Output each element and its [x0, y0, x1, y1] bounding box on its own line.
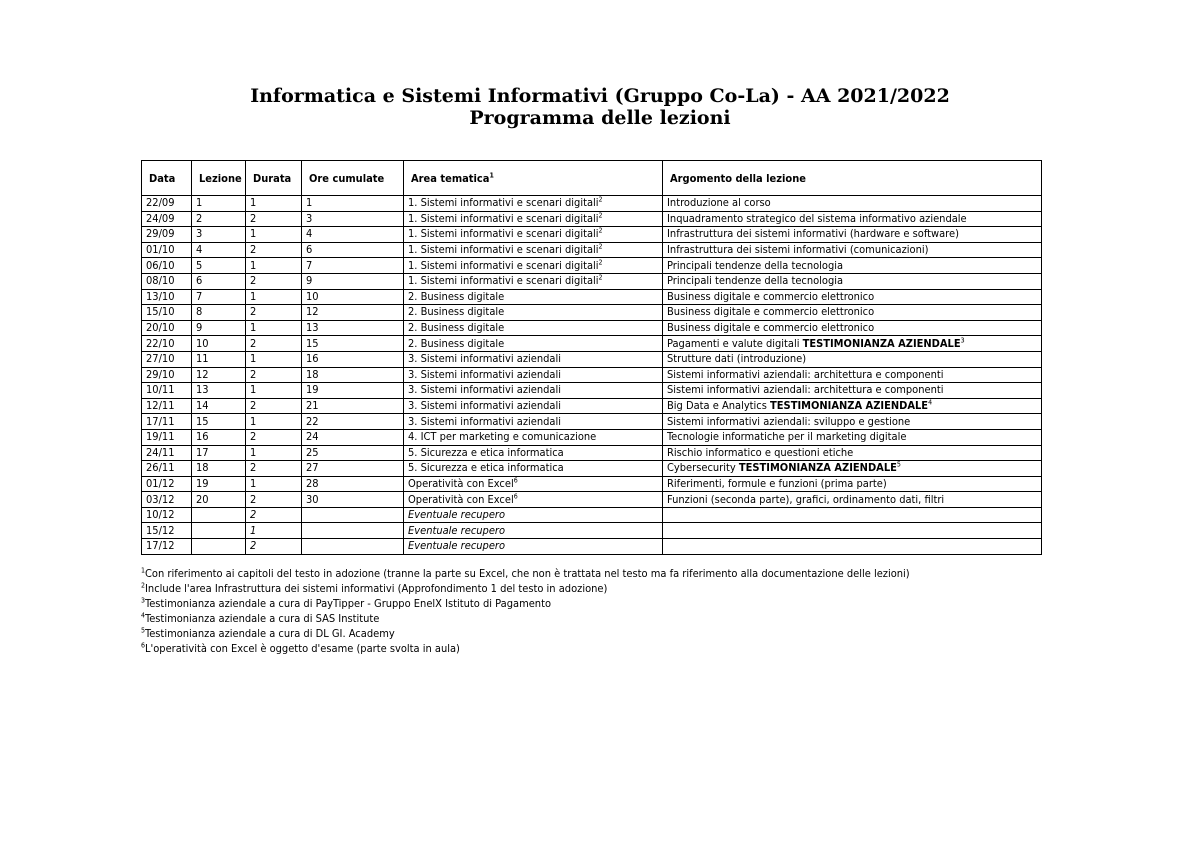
table-row: [142, 476, 1042, 492]
cell-lezione: 1: [192, 196, 246, 212]
cell-lezione: 16: [192, 429, 246, 445]
area-text: 1. Sistemi informativi e scenari digitali: [408, 243, 599, 257]
cell-argomento: [663, 539, 1042, 555]
cell-argomento: [663, 351, 1042, 367]
cell-ore-cumulate: [302, 507, 404, 523]
cell-ore-cumulate: 27: [302, 461, 404, 477]
header-ore-cumulate: Ore cumulate: [302, 161, 404, 196]
area-text: Eventuale recupero: [408, 523, 506, 537]
cell-argomento: [663, 461, 1042, 477]
cell-data: 01/10: [142, 242, 192, 258]
cell-argomento: [663, 242, 1042, 258]
cell-area-tematica: [404, 414, 663, 430]
cell-lezione: [192, 539, 246, 555]
cell-data: 01/12: [142, 476, 192, 492]
cell-lezione: 6: [192, 273, 246, 289]
header-area-tematica: [404, 161, 663, 196]
area-text: 3. Sistemi informativi aziendali: [408, 367, 562, 381]
cell-data: 08/10: [142, 273, 192, 289]
table-row: [142, 367, 1042, 383]
cell-argomento: [663, 273, 1042, 289]
cell-area-tematica: [404, 476, 663, 492]
table-row: [142, 273, 1042, 289]
cell-ore-cumulate: 13: [302, 320, 404, 336]
argomento-text: Sistemi informativi aziendali: sviluppo e gestione: [667, 414, 911, 428]
cell-area-tematica: [404, 507, 663, 523]
cell-ore-cumulate: 18: [302, 367, 404, 383]
footnote-ref: 6: [513, 491, 518, 500]
argomento-text: Sistemi informativi aziendali: architettura e componenti: [667, 367, 944, 381]
footnote-ref: 2: [598, 273, 603, 282]
cell-lezione: 18: [192, 461, 246, 477]
footnote-ref: 2: [598, 242, 603, 251]
cell-data: 03/12: [142, 492, 192, 508]
cell-data: 22/09: [142, 196, 192, 212]
cell-data: 22/10: [142, 336, 192, 352]
cell-argomento: [663, 305, 1042, 321]
table-row: [142, 289, 1042, 305]
cell-argomento: [663, 258, 1042, 274]
cell-ore-cumulate: 28: [302, 476, 404, 492]
cell-data: 10/12: [142, 507, 192, 523]
cell-area-tematica: [404, 289, 663, 305]
cell-ore-cumulate: 4: [302, 227, 404, 243]
area-text: 2. Business digitale: [408, 336, 505, 350]
argomento-text: Funzioni (seconda parte), grafici, ordinamento dati, filtri: [667, 492, 945, 506]
testimonianza-label: TESTIMONIANZA AZIENDALE: [802, 336, 961, 350]
table-row: [142, 320, 1042, 336]
argomento-text: Pagamenti e valute digitali: [667, 336, 803, 350]
cell-durata: 1: [246, 320, 302, 336]
area-text: 5. Sicurezza e etica informatica: [408, 461, 564, 475]
footnote-ref: 4: [928, 398, 933, 407]
cell-durata: 1: [246, 289, 302, 305]
cell-durata: 2: [246, 398, 302, 414]
area-text: 1. Sistemi informativi e scenari digitali: [408, 211, 599, 225]
area-text: 1. Sistemi informativi e scenari digitali: [408, 258, 599, 272]
argomento-text: Principali tendenze della tecnologia: [667, 258, 844, 272]
cell-durata: 1: [246, 414, 302, 430]
cell-data: 15/12: [142, 523, 192, 539]
table-row: [142, 429, 1042, 445]
cell-ore-cumulate: 9: [302, 273, 404, 289]
table-row: [142, 258, 1042, 274]
cell-data: 24/11: [142, 445, 192, 461]
cell-data: 19/11: [142, 429, 192, 445]
cell-ore-cumulate: 6: [302, 242, 404, 258]
cell-durata: 2: [246, 211, 302, 227]
cell-area-tematica: [404, 383, 663, 399]
area-text: 1. Sistemi informativi e scenari digitali: [408, 227, 599, 241]
cell-ore-cumulate: 1: [302, 196, 404, 212]
cell-argomento: [663, 429, 1042, 445]
footnote-ref: 2: [598, 258, 603, 267]
cell-area-tematica: [404, 211, 663, 227]
argomento-text: Principali tendenze della tecnologia: [667, 274, 844, 288]
argomento-text: Business digitale e commercio elettronico: [667, 305, 875, 319]
area-text: 1. Sistemi informativi e scenari digitali: [408, 274, 599, 288]
cell-area-tematica: [404, 351, 663, 367]
area-text: 3. Sistemi informativi aziendali: [408, 399, 562, 413]
footnote-text: Include l'area Infrastruttura dei sistemi informativi (Approfondimento 1 del testo in adozione): [145, 582, 608, 595]
cell-durata: 1: [246, 227, 302, 243]
table-row: [142, 539, 1042, 555]
table-row: [142, 492, 1042, 508]
footnote-ref: 2: [598, 211, 603, 220]
footnote-number: 6: [141, 641, 146, 650]
cell-area-tematica: [404, 445, 663, 461]
footnote-ref: 2: [598, 226, 603, 235]
area-text: Operatività con Excel: [408, 492, 514, 506]
footnote-number: 3: [141, 596, 146, 605]
cell-argomento: [663, 367, 1042, 383]
table-row: [142, 461, 1042, 477]
table-body: [142, 196, 1042, 555]
cell-data: 13/10: [142, 289, 192, 305]
cell-durata: 1: [246, 351, 302, 367]
cell-argomento: [663, 398, 1042, 414]
cell-argomento: [663, 476, 1042, 492]
cell-lezione: 13: [192, 383, 246, 399]
cell-ore-cumulate: 7: [302, 258, 404, 274]
cell-data: 29/10: [142, 367, 192, 383]
cell-durata: 1: [246, 258, 302, 274]
area-text: 1. Sistemi informativi e scenari digitali: [408, 196, 599, 210]
cell-data: 06/10: [142, 258, 192, 274]
cell-ore-cumulate: [302, 539, 404, 555]
area-text: 3. Sistemi informativi aziendali: [408, 383, 562, 397]
cell-ore-cumulate: 10: [302, 289, 404, 305]
cell-area-tematica: [404, 539, 663, 555]
cell-argomento: [663, 289, 1042, 305]
cell-ore-cumulate: 22: [302, 414, 404, 430]
argomento-text: Tecnologie informatiche per il marketing digitale: [667, 430, 907, 444]
table-row: [142, 398, 1042, 414]
cell-data: 15/10: [142, 305, 192, 321]
document-subtitle: Programma delle lezioni: [469, 107, 731, 129]
footnote: [141, 596, 1141, 611]
header-lezione: Lezione: [192, 161, 246, 196]
table-row: [142, 383, 1042, 399]
table-row: [142, 336, 1042, 352]
cell-argomento: [663, 196, 1042, 212]
cell-lezione: [192, 507, 246, 523]
cell-argomento: [663, 336, 1042, 352]
cell-lezione: 5: [192, 258, 246, 274]
argomento-text: Sistemi informativi aziendali: architettura e componenti: [667, 383, 944, 397]
cell-area-tematica: [404, 258, 663, 274]
footnote-number: 2: [141, 581, 146, 590]
cell-durata: 2: [246, 492, 302, 508]
cell-area-tematica: [404, 398, 663, 414]
cell-durata: 1: [246, 383, 302, 399]
area-text: 2. Business digitale: [408, 289, 505, 303]
cell-ore-cumulate: 16: [302, 351, 404, 367]
cell-ore-cumulate: 3: [302, 211, 404, 227]
footnote: [141, 626, 1141, 641]
cell-area-tematica: [404, 305, 663, 321]
cell-lezione: 19: [192, 476, 246, 492]
header-argomento: Argomento della lezione: [663, 161, 1042, 196]
footnote-text: Testimonianza aziendale a cura di SAS Institute: [145, 612, 380, 625]
area-text: Operatività con Excel: [408, 476, 514, 490]
cell-lezione: 7: [192, 289, 246, 305]
cell-lezione: 17: [192, 445, 246, 461]
table-row: [142, 242, 1042, 258]
cell-area-tematica: [404, 242, 663, 258]
area-text: 5. Sicurezza e etica informatica: [408, 445, 564, 459]
lessons-table: [141, 160, 1042, 555]
area-text: Eventuale recupero: [408, 539, 506, 553]
cell-ore-cumulate: 30: [302, 492, 404, 508]
argomento-text: Infrastruttura dei sistemi informativi (hardware e software): [667, 227, 959, 241]
footnote-ref: 6: [513, 476, 518, 485]
area-text: 2. Business digitale: [408, 321, 505, 335]
cell-data: 20/10: [142, 320, 192, 336]
argomento-text: Riferimenti, formule e funzioni (prima parte): [667, 476, 887, 490]
argomento-text: Business digitale e commercio elettronico: [667, 289, 875, 303]
cell-area-tematica: [404, 196, 663, 212]
cell-data: 26/11: [142, 461, 192, 477]
footnote-ref: 3: [960, 335, 965, 344]
cell-durata: 2: [246, 507, 302, 523]
footnote-text: Con riferimento ai capitoli del testo in adozione (tranne la parte su Excel, che non è trattata nel testo ma fa riferimento alla documentazione delle lezioni): [145, 567, 910, 580]
cell-durata: 2: [246, 539, 302, 555]
area-text: 3. Sistemi informativi aziendali: [408, 352, 562, 366]
table-row: [142, 414, 1042, 430]
cell-ore-cumulate: 24: [302, 429, 404, 445]
testimonianza-label: TESTIMONIANZA AZIENDALE: [738, 461, 897, 475]
argomento-text: Strutture dati (introduzione): [667, 352, 807, 366]
cell-lezione: 3: [192, 227, 246, 243]
cell-lezione: 9: [192, 320, 246, 336]
cell-area-tematica: [404, 492, 663, 508]
cell-data: 29/09: [142, 227, 192, 243]
footnote: [141, 641, 1141, 656]
cell-durata: 2: [246, 273, 302, 289]
cell-data: 12/11: [142, 398, 192, 414]
area-text: 2. Business digitale: [408, 305, 505, 319]
cell-area-tematica: [404, 523, 663, 539]
cell-area-tematica: [404, 461, 663, 477]
table-row: [142, 351, 1042, 367]
cell-data: 17/11: [142, 414, 192, 430]
cell-area-tematica: [404, 336, 663, 352]
table-row: [142, 227, 1042, 243]
cell-lezione: 12: [192, 367, 246, 383]
cell-area-tematica: [404, 367, 663, 383]
cell-ore-cumulate: [302, 523, 404, 539]
cell-area-tematica: [404, 320, 663, 336]
header-data: Data: [142, 161, 192, 196]
cell-durata: 1: [246, 523, 302, 539]
area-text: 4. ICT per marketing e comunicazione: [408, 430, 597, 444]
cell-ore-cumulate: 25: [302, 445, 404, 461]
footnote: [141, 611, 1141, 626]
cell-data: 24/09: [142, 211, 192, 227]
cell-argomento: [663, 320, 1042, 336]
cell-argomento: [663, 523, 1042, 539]
cell-lezione: [192, 523, 246, 539]
cell-argomento: [663, 445, 1042, 461]
cell-ore-cumulate: 12: [302, 305, 404, 321]
footnote-text: Testimonianza aziendale a cura di PayTipper - Gruppo EnelX Istituto di Pagamento: [145, 597, 552, 610]
cell-durata: 1: [246, 445, 302, 461]
cell-ore-cumulate: 19: [302, 383, 404, 399]
table-row: [142, 523, 1042, 539]
cell-argomento: [663, 507, 1042, 523]
cell-durata: 2: [246, 461, 302, 477]
cell-data: 10/11: [142, 383, 192, 399]
argomento-text: Infrastruttura dei sistemi informativi (comunicazioni): [667, 243, 929, 257]
cell-ore-cumulate: 21: [302, 398, 404, 414]
cell-durata: 2: [246, 429, 302, 445]
table-header-row: [142, 161, 1042, 196]
cell-argomento: [663, 414, 1042, 430]
footnote: [141, 566, 1141, 581]
footnote-text: Testimonianza aziendale a cura di DL GI. Academy: [145, 627, 395, 640]
table-row: [142, 305, 1042, 321]
cell-area-tematica: [404, 227, 663, 243]
cell-lezione: 14: [192, 398, 246, 414]
header-area-label: Area tematica: [411, 171, 490, 185]
cell-durata: 2: [246, 336, 302, 352]
table-row: [142, 507, 1042, 523]
argomento-text: Inquadramento strategico del sistema informativo aziendale: [667, 211, 967, 225]
argomento-text: Cybersecurity: [667, 461, 739, 475]
cell-lezione: 11: [192, 351, 246, 367]
area-text: Eventuale recupero: [408, 508, 506, 522]
area-text: 3. Sistemi informativi aziendali: [408, 414, 562, 428]
cell-lezione: 10: [192, 336, 246, 352]
footnote-text: L'operatività con Excel è oggetto d'esame (parte svolta in aula): [145, 642, 460, 655]
cell-durata: 2: [246, 367, 302, 383]
header-durata: Durata: [246, 161, 302, 196]
cell-argomento: [663, 492, 1042, 508]
cell-argomento: [663, 227, 1042, 243]
testimonianza-label: TESTIMONIANZA AZIENDALE: [770, 399, 929, 413]
argomento-text: Big Data e Analytics: [667, 399, 771, 413]
argomento-text: Rischio informatico e questioni etiche: [667, 445, 854, 459]
cell-durata: 1: [246, 476, 302, 492]
footnote-number: 1: [141, 566, 146, 575]
cell-durata: 2: [246, 305, 302, 321]
cell-lezione: 15: [192, 414, 246, 430]
footnote-ref: 2: [598, 195, 603, 204]
table-row: [142, 445, 1042, 461]
argomento-text: Business digitale e commercio elettronico: [667, 321, 875, 335]
footnote-ref: 1: [489, 170, 494, 179]
footnote-ref: 5: [896, 460, 901, 469]
cell-argomento: [663, 211, 1042, 227]
cell-data: 27/10: [142, 351, 192, 367]
argomento-text: Introduzione al corso: [667, 196, 771, 210]
cell-lezione: 2: [192, 211, 246, 227]
cell-lezione: 8: [192, 305, 246, 321]
cell-area-tematica: [404, 429, 663, 445]
cell-lezione: 4: [192, 242, 246, 258]
footnote: [141, 581, 1141, 596]
cell-data: 17/12: [142, 539, 192, 555]
footnote-number: 5: [141, 626, 146, 635]
footnote-number: 4: [141, 611, 146, 620]
footnotes: [141, 566, 1141, 656]
cell-ore-cumulate: 15: [302, 336, 404, 352]
table-row: [142, 211, 1042, 227]
cell-durata: 1: [246, 196, 302, 212]
cell-argomento: [663, 383, 1042, 399]
document-title: Informatica e Sistemi Informativi (Gruppo Co-La) - AA 2021/2022: [250, 85, 950, 107]
cell-durata: 2: [246, 242, 302, 258]
table-row: [142, 196, 1042, 212]
cell-lezione: 20: [192, 492, 246, 508]
cell-area-tematica: [404, 273, 663, 289]
